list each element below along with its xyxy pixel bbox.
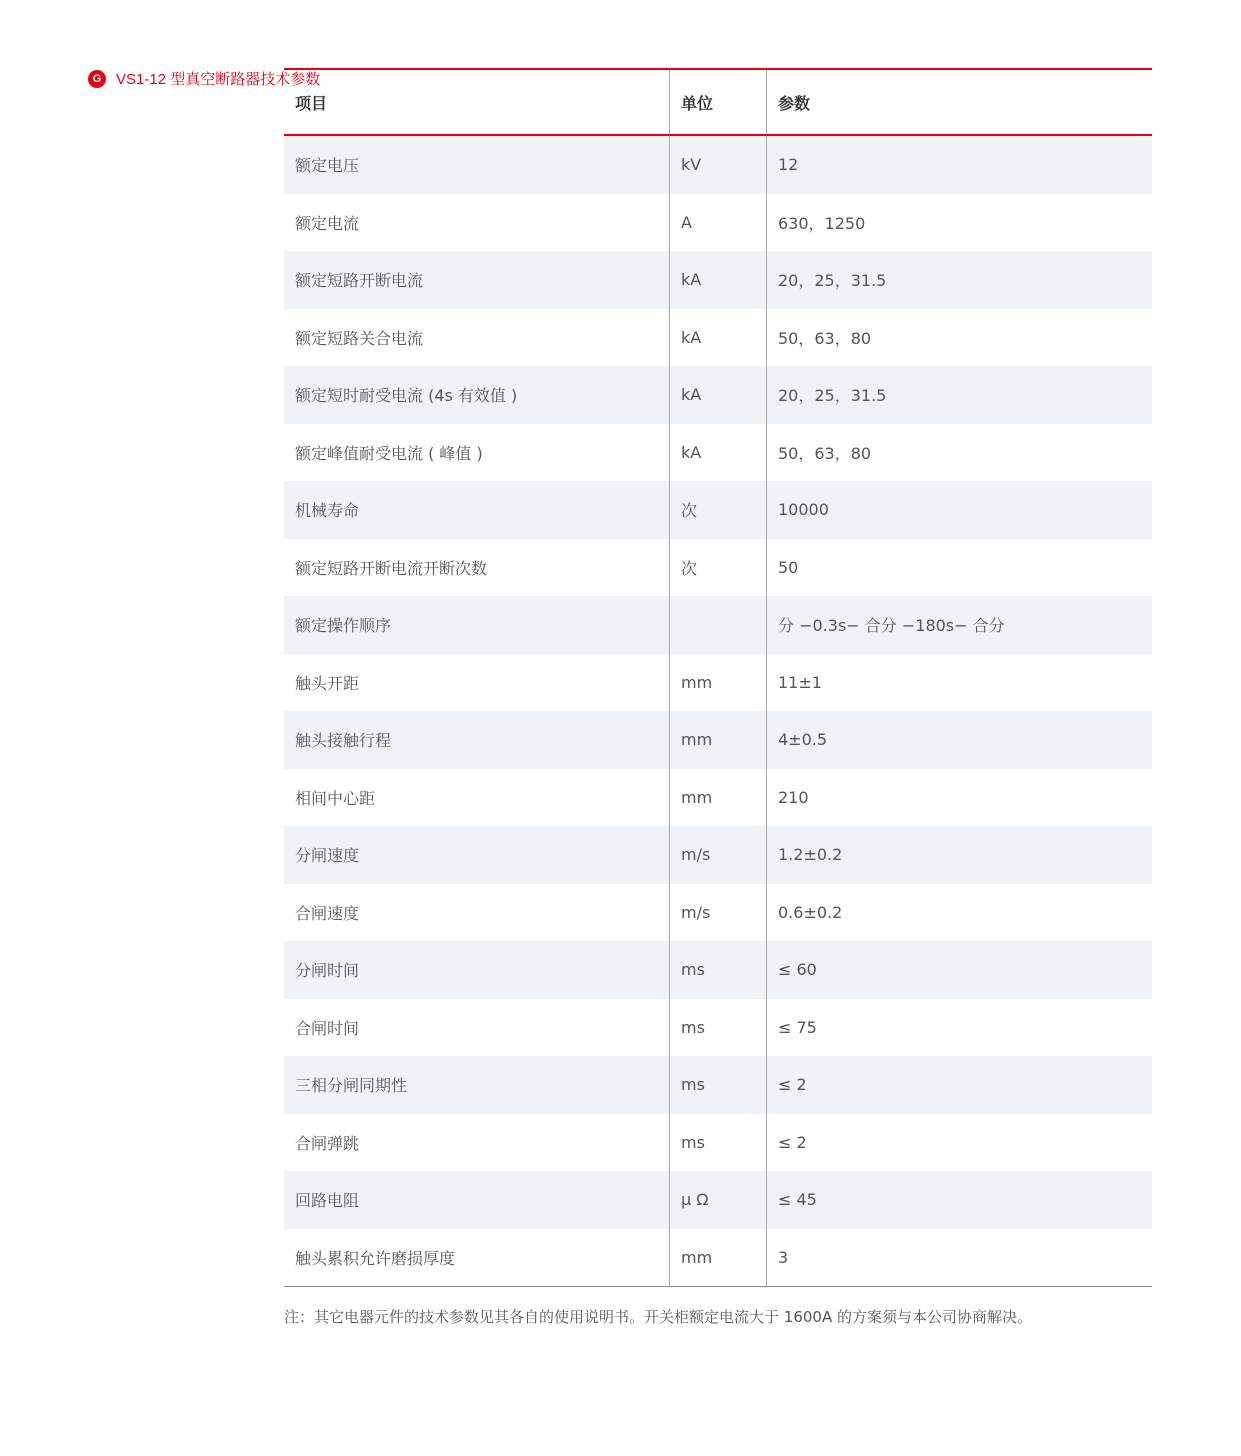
- cell-item: 触头累积允许磨损厚度: [284, 1229, 670, 1287]
- cell-value: ≤ 75: [778, 1017, 817, 1037]
- cell-item: 额定峰值耐受电流 ( 峰值 ): [284, 424, 670, 482]
- cell-item: 合闸速度: [284, 884, 670, 942]
- cell-value: ≤ 2: [767, 1056, 1153, 1114]
- cell-unit: ms: [670, 1114, 767, 1172]
- cell-unit: kV: [670, 135, 767, 194]
- cell-value: ≤ 45: [767, 1171, 1153, 1229]
- col-value: 参数: [767, 69, 1153, 135]
- cell-item: 分闸时间: [284, 941, 670, 999]
- cell-value: 50，63，80: [778, 443, 872, 463]
- cell-item: 分闸速度: [284, 826, 670, 884]
- table-row: [284, 826, 1152, 884]
- cell-item: 额定操作顺序: [284, 596, 670, 654]
- table-row: [284, 194, 1152, 252]
- cell-unit: 次: [670, 539, 767, 597]
- table-row: [284, 424, 1152, 482]
- cell-item: 相间中心距: [284, 769, 670, 827]
- cell-unit: mm: [670, 711, 767, 769]
- cell-unit: mm: [670, 654, 767, 712]
- table-row: [284, 539, 1152, 597]
- cell-item: 额定电压: [284, 135, 670, 194]
- cell-unit: ms: [670, 941, 767, 999]
- cell-unit: ms: [670, 999, 767, 1057]
- cell-value: 11±1: [778, 672, 822, 692]
- cell-unit: kA: [670, 424, 767, 482]
- cell-unit: kA: [670, 366, 767, 424]
- table-row: [284, 596, 1152, 654]
- cell-value: 20，25，31.5: [767, 251, 1153, 309]
- cell-item: 合闸弹跳: [284, 1114, 670, 1172]
- cell-item: 合闸时间: [284, 999, 670, 1057]
- cell-value: 630，1250: [778, 213, 866, 233]
- cell-item: 机械寿命: [284, 481, 670, 539]
- table-row: [284, 251, 1152, 309]
- cell-value: 10000: [767, 481, 1153, 539]
- cell-item: 额定电流: [284, 194, 670, 252]
- cell-value: 0.6±0.2: [778, 902, 843, 922]
- cell-value: 20，25，31.5: [767, 366, 1153, 424]
- table-row: [284, 999, 1152, 1057]
- table-row: [284, 1171, 1152, 1229]
- table-row: [284, 135, 1152, 194]
- footnote: 注：其它电器元件的技术参数见其各自的使用说明书。开关柜额定电流大于 1600A 的方案须与本公司协商解决。: [284, 1308, 1032, 1326]
- table-row: [284, 884, 1152, 942]
- table-row: [284, 309, 1152, 367]
- cell-unit: mm: [670, 1229, 767, 1287]
- cell-value: 3: [767, 1229, 1153, 1287]
- cell-unit: 次: [670, 481, 767, 539]
- cell-item: 触头接触行程: [284, 711, 670, 769]
- cell-unit: m/s: [670, 826, 767, 884]
- cell-unit: A: [670, 194, 767, 252]
- cell-unit: μ Ω: [670, 1171, 767, 1229]
- cell-unit: m/s: [670, 884, 767, 942]
- table-row: [284, 1229, 1152, 1287]
- cell-item: 触头开距: [284, 654, 670, 712]
- table-row: [284, 366, 1152, 424]
- cell-item: 回路电阻: [284, 1171, 670, 1229]
- table-header: [284, 69, 1152, 135]
- table-row: [284, 711, 1152, 769]
- cell-unit: ms: [670, 1056, 767, 1114]
- spec-table: [284, 68, 1152, 1287]
- cell-value: ≤ 60: [767, 941, 1153, 999]
- cell-item: 额定短路开断电流开断次数: [284, 539, 670, 597]
- table-row: [284, 769, 1152, 827]
- table-row: [284, 654, 1152, 712]
- cell-value: 分 −0.3s− 合分 −180s− 合分: [767, 596, 1153, 654]
- cell-unit: kA: [670, 309, 767, 367]
- cell-value: 50，63，80: [778, 328, 872, 348]
- cell-unit: [670, 596, 767, 654]
- cell-item: 三相分闸同期性: [284, 1056, 670, 1114]
- cell-value: 12: [767, 135, 1153, 194]
- table-row: [284, 481, 1152, 539]
- cell-item: 额定短路关合电流: [284, 309, 670, 367]
- brand-logo-icon: G: [88, 70, 106, 88]
- cell-item: 额定短路开断电流: [284, 251, 670, 309]
- table-row: [284, 1114, 1152, 1172]
- table-row: [284, 941, 1152, 999]
- cell-item: 额定短时耐受电流 (4s 有效值 ): [284, 366, 670, 424]
- cell-unit: mm: [670, 769, 767, 827]
- cell-value: 4±0.5: [767, 711, 1153, 769]
- cell-value: ≤ 2: [778, 1132, 807, 1152]
- title-text: VS1-12 型真空断路器技术参数: [116, 71, 321, 88]
- cell-value: 50: [778, 557, 799, 577]
- cell-value: 210: [778, 787, 809, 807]
- table-row: [284, 1056, 1152, 1114]
- cell-unit: kA: [670, 251, 767, 309]
- col-item: 项目: [284, 69, 670, 135]
- col-unit: 单位: [670, 69, 767, 135]
- cell-value: 1.2±0.2: [767, 826, 1153, 884]
